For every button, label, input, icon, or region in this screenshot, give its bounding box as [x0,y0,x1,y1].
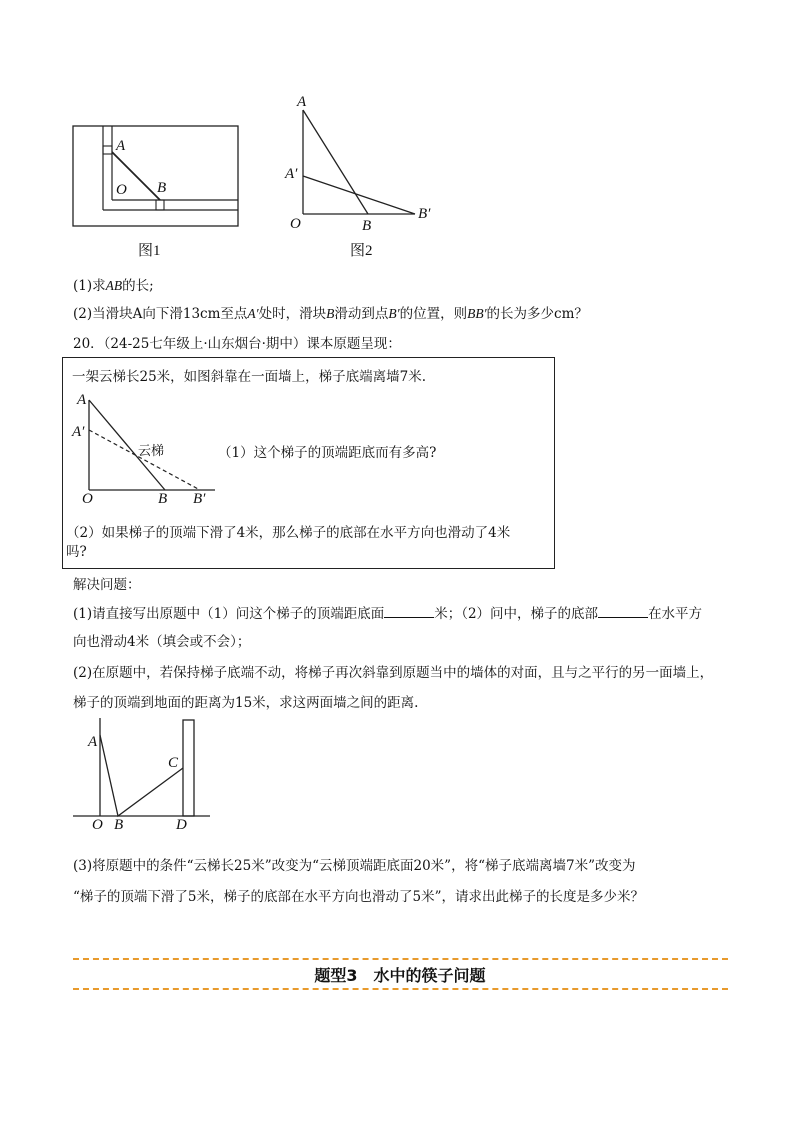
fig1-caption: 图1 [138,243,161,259]
fig2-label-a-prime: A′ [285,166,298,182]
box-statement: 一架云梯长25米，如图斜靠在一面墙上，梯子底端离墙7米. [72,369,427,385]
question-2: (2)当滑块A向下滑13cm至点A′处时，滑块B滑动到点B′的位置，则BB′的长为多少cm？ [73,306,588,322]
part-2-line-1: (2)在原题中，若保持梯子底端不动，将梯子再次斜靠到原题当中的墙体的对面，且与之平行的另一面墙上， [73,665,714,681]
section-title: 题型3 水中的筷子问题 [314,966,486,985]
box-fig-label-o: O [82,491,93,507]
box-fig-label-ladder: 云梯 [138,444,165,459]
fig2-label-b-prime: B′ [418,206,431,222]
box-fig-label-b: B [158,491,168,507]
box-question-1: （1）这个梯子的顶端距底而有多高? [218,445,437,461]
part-1-line-1: (1)请直接写出原题中（1）问这个梯子的顶端距底面 米；（2）问中，梯子的底部 在水平方 [73,606,703,622]
fig3-label-b: B [114,817,124,833]
box-question-2-line-2: 吗? [66,544,87,560]
two-walls-figure [70,715,220,825]
fig1-label-b: B [157,180,167,196]
fig3-label-d: D [176,817,187,833]
box-fig-label-a-prime: A′ [72,424,85,440]
part-2-line-2: 梯子的顶端到地面的距离为15米，求这两面墙之间的距离. [73,695,419,711]
part-3-line-2: “梯子的顶端下滑了5米，梯子的底部在水平方向也滑动了5米”，请求出此梯子的长度是多少米？ [73,889,644,905]
question-1: (1)求AB的长; [73,278,154,294]
fig3-label-c: C [168,755,179,771]
solve-header: 解决问题： [73,577,141,593]
box-fig-label-a: A [77,392,87,408]
fig2-label-b: B [362,218,372,234]
answer-blank-1 [384,604,434,618]
fig2-label-o: O [290,216,301,232]
part-3-line-1: (3)将原题中的条件“云梯长25米”改变为“云梯顶端距底面20米”，将“梯子底端离墙7米”改变为 [73,858,636,874]
fig2-caption: 图2 [350,243,373,259]
banner-bottom-rule [73,988,728,990]
fig1-label-a: A [116,138,126,154]
box-question-2-line-1: （2）如果梯子的顶端下滑了4米，那么梯子的底部在水平方向也滑动了4米 [66,525,511,541]
answer-blank-2 [598,604,648,618]
banner-top-rule [73,958,728,960]
box-fig-label-b-prime: B′ [193,491,206,507]
part-1-line-2: 向也滑动4米（填会或不会）； [73,634,251,650]
problem-20-header: 20．（24-25七年级上·山东烟台·期中）课本原题呈现： [73,336,401,352]
fig2-label-a: A [297,94,307,110]
fig1-label-o: O [116,182,127,198]
fig3-label-a: A [88,734,98,750]
fig3-label-o: O [92,817,103,833]
